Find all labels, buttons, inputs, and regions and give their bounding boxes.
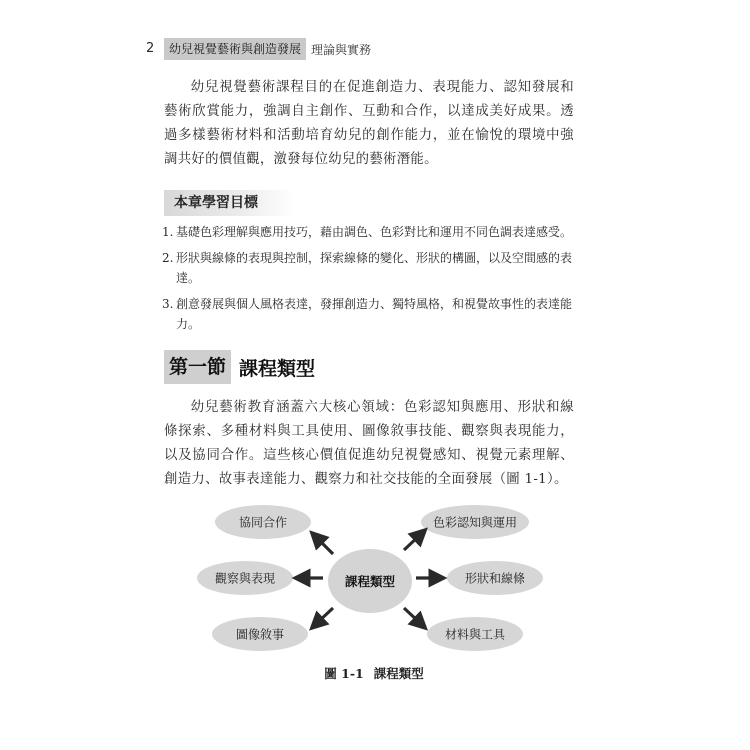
course-types-diagram [190, 496, 560, 662]
center-node-label: 課程類型 [344, 574, 396, 589]
running-header [164, 38, 371, 60]
page-number: 2 [146, 41, 155, 56]
objective-number: 2. [162, 251, 174, 265]
section-heading [164, 350, 315, 384]
node-bottom-left-label: 圖像敘事 [235, 627, 285, 642]
arrow-to-bottom-left [316, 608, 333, 624]
arrow-to-top-right [404, 534, 421, 550]
node-bottom-right [427, 617, 523, 651]
section-title: 課程類型 [239, 357, 316, 380]
arrow-to-top-left [316, 537, 333, 554]
node-bottom-right-label: 材料與工具 [444, 627, 506, 642]
objective-number: 3. [162, 297, 174, 311]
arrow-to-bottom-right [404, 608, 421, 624]
node-top-left [215, 505, 311, 539]
book-subtitle: 理論與實務 [311, 42, 372, 57]
figure-caption-text: 課程類型 [373, 666, 424, 681]
node-top-left-label: 協同合作 [238, 515, 288, 530]
node-bottom-left [212, 617, 308, 651]
section-label: 第一節 [164, 350, 231, 384]
node-mid-left [197, 561, 293, 595]
node-mid-right-label: 形狀和線條 [464, 571, 526, 586]
objective-item [162, 294, 576, 334]
objective-item [162, 222, 576, 242]
node-top-right [421, 505, 529, 539]
node-mid-right [447, 561, 543, 595]
figure-number: 圖 1-1 [324, 666, 364, 681]
objective-text: 創意發展與個人風格表達，發揮創造力、獨特風格，和視覺故事性的表達能力。 [176, 297, 573, 331]
objectives-heading [164, 190, 294, 216]
objective-item [162, 248, 576, 288]
figure-caption [164, 664, 584, 682]
section-paragraph: 幼兒藝術教育涵蓋六大核心領域：色彩認知與應用、形狀和線條探索、多種材料與工具使用、圖像敘事技能、觀察與表現能力，以及協同合作。這些核心價值促進幼兒視覺感知、視覺元素理解、創造力、故事表達能力、觀察力和社交技能的全面發展（圖 1-1）。 [164, 400, 574, 487]
objectives-list [162, 222, 576, 340]
center-node [328, 549, 412, 613]
objective-number: 1. [162, 225, 174, 239]
node-mid-left-label: 觀察與表現 [214, 571, 276, 586]
node-top-right-label: 色彩認知與運用 [432, 515, 518, 530]
objective-text: 基礎色彩理解與應用技巧，藉由調色、色彩對比和運用不同色調表達感受。 [176, 225, 573, 239]
book-title: 幼兒視覺藝術與創造發展 [164, 38, 306, 60]
intro-paragraph: 幼兒視覺藝術課程目的在促進創造力、表現能力、認知發展和藝術欣賞能力，強調自主創作、互動和合作，以達成美好成果。透過多樣藝術材料和活動培育幼兒的創作能力，並在愉悅的環境中強調共好的價值觀，激發每位幼兒的藝術潛能。 [164, 80, 574, 167]
objectives-heading-text: 本章學習目標 [174, 195, 258, 211]
objective-text: 形狀與線條的表現與控制，探索線條的變化、形狀的構圖，以及空間感的表達。 [176, 251, 573, 285]
